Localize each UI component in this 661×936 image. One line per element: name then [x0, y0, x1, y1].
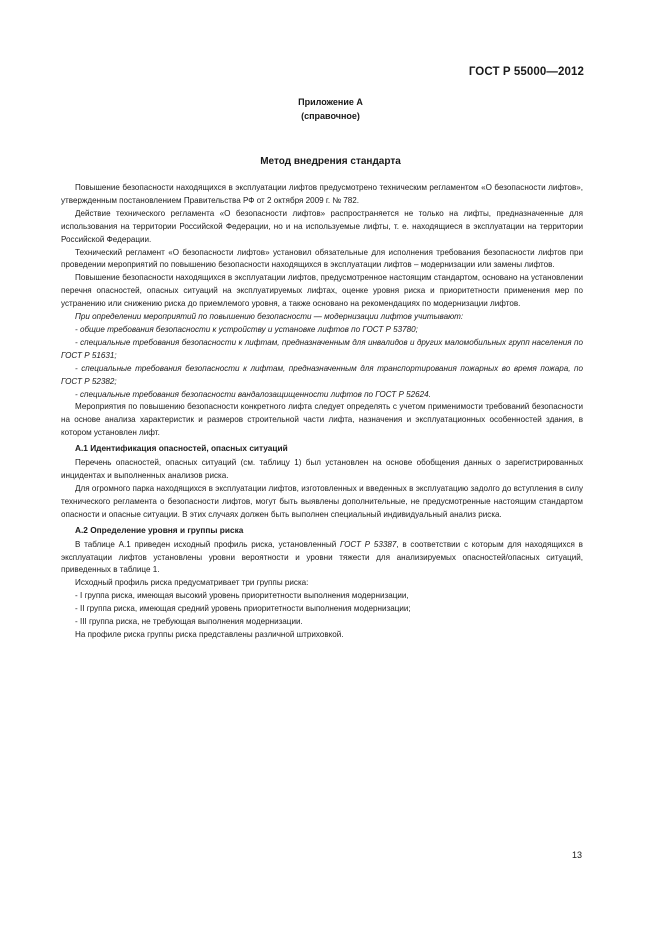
intro-paragraph-2: Действие технического регламента «О безопасности лифтов» распространяется не только на лифты, предназначенные для использования на территории Российской Федерации, но и на используемые лифты, т. е. находящиеся в эксплуатации на территории Российской Федерации. — [61, 208, 583, 244]
annex-title: Приложение А — [298, 97, 363, 107]
section-a2-paragraph-2: Исходный профиль риска предусматривает три группы риска: — [75, 578, 309, 588]
measures-paragraph: Мероприятия по повышению безопасности конкретного лифта следует определять с учетом применимости требований безопасности на основе анализа характеристик и размеров строительной части лифта, назначения и эксплуатационных особенностей здания, в котором установлен лифт. — [61, 402, 583, 438]
requirement-item-4: - специальные требования безопасности вандалозащищенности лифтов по ГОСТ Р 52624. — [75, 389, 431, 399]
section-a1-paragraph-2: Для огромного парка находящихся в эксплуатации лифтов, изготовленных и введенных в эксплуатацию задолго до вступления в силу технического регламента о безопасности лифтов, могут быть выявлены дополнительные, не предусмотренные настоящим стандартом опасности и опасные ситуации. В этих случаях должен быть выполнен специальный индивидуальный анализ риска. — [61, 483, 583, 519]
risk-group-2: - II группа риска, имеющая средний уровень приоритетности выполнения модернизации; — [75, 604, 411, 614]
annex-heading — [0, 95, 661, 123]
intro-paragraph-3: Технический регламент «О безопасности лифтов» установил обязательные для исполнения требования безопасности лифтов при проведении мероприятий по повышению безопасности находящихся в эксплуатации лифтов – модернизации или замены лифтов. — [61, 247, 583, 270]
gost-reference: ГОСТ Р 53387 — [339, 539, 397, 549]
document-code: ГОСТ Р 55000—2012 — [468, 66, 584, 78]
risk-group-1: - I группа риска, имеющая высокий уровень приоритетности выполнения модернизации, — [75, 591, 409, 601]
section-a2-paragraph-3: На профиле риска группы риска представлены различной штриховкой. — [75, 630, 344, 639]
requirement-item-3: - специальные требования безопасности к лифтам, предназначенным для транспортирования пожарных во время пожара, по ГОСТ Р 52382; — [61, 363, 583, 386]
document-body — [61, 182, 583, 642]
section-a1-paragraph-1: Перечень опасностей, опасных ситуаций (см. таблицу 1) был установлен на основе обобщения данных о зарегистрированных инцидентах и выполненных анализов риска. — [61, 458, 583, 481]
annex-subtitle: (справочное) — [301, 111, 360, 121]
section-a2-p1-text-start: В таблице А.1 приведен исходный профиль риска, установленный — [75, 539, 340, 549]
intro-paragraph-1: Повышение безопасности находящихся в эксплуатации лифтов предусмотрено техническим регламентом «О безопасности лифтов», утвержденным постановлением Правительства РФ от 2 октября 2009 г. № 782. — [61, 183, 583, 205]
page-title: Метод внедрения стандарта — [260, 156, 401, 167]
section-a2-paragraph-1 — [61, 539, 583, 578]
risk-group-3: - III группа риска, не требующая выполнения модернизации. — [75, 617, 303, 627]
section-a2-heading: А.2 Определение уровня и группы риска — [75, 524, 244, 535]
requirement-item-2: - специальные требования безопасности к лифтам, предназначенным для инвалидов и других маломобильных групп населения по ГОСТ Р 51631; — [61, 337, 583, 360]
intro-paragraph-4: Повышение безопасности находящихся в эксплуатации лифтов, предусмотренное настоящим стандартом, основано на установлении перечня опасностей, опасных ситуаций на эксплуатируемых лифтах, оценке уровня риска и приоритетности применения мер по устранению или снижению риска до приемлемого уровня, а также основано на рекомендациях по модернизации лифтов. — [61, 273, 583, 309]
section-a2-p1-text-end: , в соответствии с которым для находящихся в эксплуатации лифтов установлены уровни вероятности и уровни тяжести для анализируемых опасностей/опасных ситуаций, приведенных в таблице 1. — [61, 539, 583, 575]
page-number: 13 — [571, 850, 582, 860]
requirement-item-1: - общие требования безопасности к устройству и установке лифтов по ГОСТ Р 53780; — [75, 324, 418, 334]
requirements-intro: При определении мероприятий по повышению безопасности — модернизации лифтов учитывают: — [75, 312, 464, 322]
section-a1-heading: А.1 Идентификация опасностей, опасных ситуаций — [75, 443, 288, 454]
